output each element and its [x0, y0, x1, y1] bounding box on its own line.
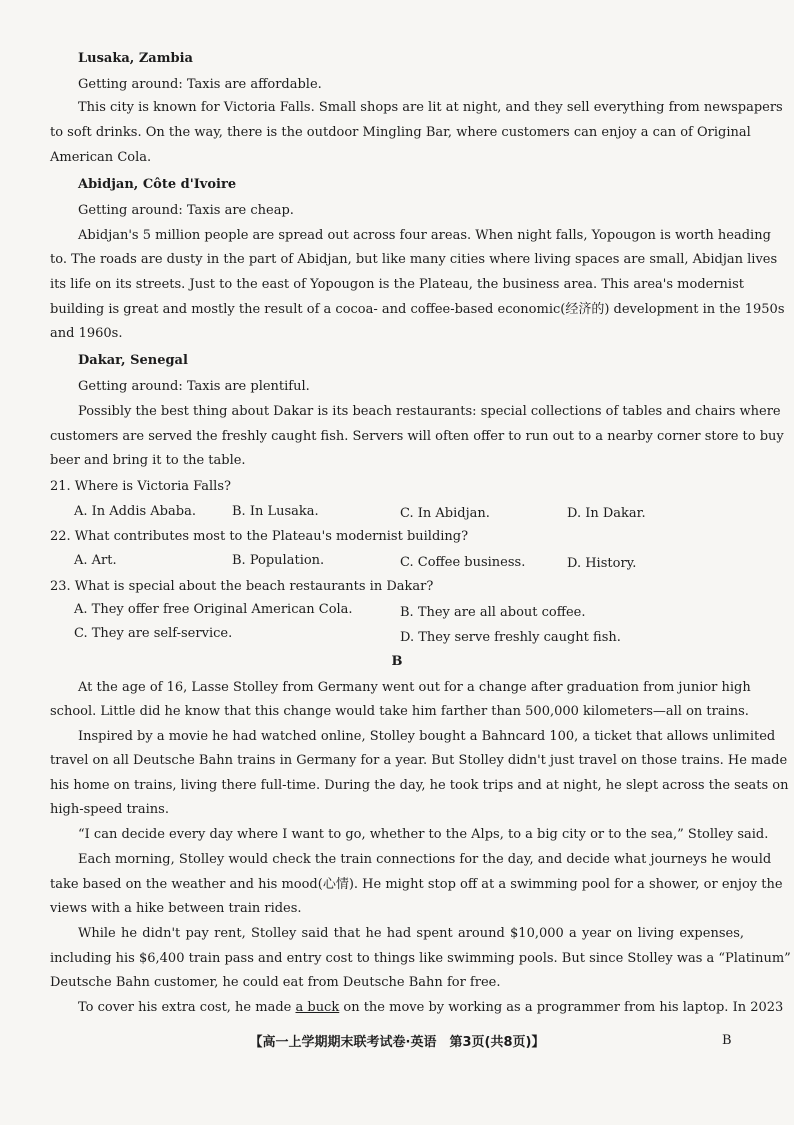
option-23-b: B. They are all about coffee.	[400, 605, 586, 620]
paragraph-line: At the age of 16, Lasse Stolley from Germany went out for a change after graduation from junior high	[78, 680, 751, 695]
paragraph-line: views with a hike between train rides.	[50, 901, 302, 916]
getting-around-abidjan: Getting around: Taxis are cheap.	[78, 203, 294, 218]
paragraph-line: to soft drinks. On the way, there is the outdoor Mingling Bar, where customers can enjoy a can of Original	[50, 125, 751, 140]
option-23-d: D. They serve freshly caught fish.	[400, 630, 621, 645]
paragraph-line: building is great and mostly the result of a cocoa- and coffee-based economic(经济的) development in the 1950s	[50, 302, 785, 317]
section-heading-abidjan: Abidjan, Côte d'Ivoire	[78, 177, 237, 192]
paragraph-line: “I can decide every day where I want to go, whether to the Alps, to a big city or to the sea,” Stolley said.	[78, 827, 769, 842]
option-21-c: C. In Abidjan.	[400, 506, 490, 521]
paragraph-line: customers are served the freshly caught fish. Servers will often offer to run out to a nearby corner store to buy	[50, 429, 784, 444]
paragraph-line: his home on trains, living there full-time. During the day, he took trips and at night, he slept across the seats on	[50, 778, 789, 793]
option-21-a: A. In Addis Ababa.	[74, 504, 196, 519]
version-mark: B	[722, 1033, 732, 1048]
question-stem-23: 23. What is special about the beach restaurants in Dakar?	[50, 579, 434, 594]
option-21-d: D. In Dakar.	[567, 506, 646, 521]
option-23-a: A. They offer free Original American Cola.	[74, 602, 353, 617]
paragraph-line: American Cola.	[50, 150, 152, 165]
paragraph-line: and 1960s.	[50, 326, 123, 341]
getting-around-dakar: Getting around: Taxis are plentiful.	[78, 379, 310, 394]
paragraph-line: Abidjan's 5 million people are spread out across four areas. When night falls, Yopougon is worth heading	[78, 228, 771, 243]
getting-around-lusaka: Getting around: Taxis are affordable.	[78, 77, 322, 92]
paragraph-line: to. The roads are dusty in the part of Abidjan, but like many cities where living spaces are small, Abidjan lives	[50, 252, 778, 267]
section-heading-dakar: Dakar, Senegal	[78, 353, 188, 368]
option-22-c: C. Coffee business.	[400, 555, 526, 570]
passage-label-b: B	[391, 654, 403, 669]
paragraph-line: high-speed trains.	[50, 802, 169, 817]
text-segment: on the move by working as a programmer from his laptop. In 2023	[339, 1000, 784, 1015]
option-22-b: B. Population.	[232, 553, 325, 568]
paragraph-line: Possibly the best thing about Dakar is its beach restaurants: special collections of tables and chairs where	[78, 404, 781, 419]
text-segment: To cover his extra cost, he made	[78, 1000, 296, 1015]
paragraph-line: Each morning, Stolley would check the train connections for the day, and decide what journeys he would	[78, 852, 772, 867]
option-23-c: C. They are self-service.	[74, 626, 233, 641]
paragraph-line: travel on all Deutsche Bahn trains in Germany for a year. But Stolley didn't just travel on those trains. He made	[50, 753, 788, 768]
section-heading-lusaka: Lusaka, Zambia	[78, 51, 193, 66]
option-22-a: A. Art.	[74, 553, 117, 568]
paragraph-line: While he didn't pay rent, Stolley said that he had spent around $10,000 a year on living expenses,	[78, 926, 744, 941]
paragraph-line: This city is known for Victoria Falls. Small shops are lit at night, and they sell everything from newspapers	[78, 100, 783, 115]
paragraph-line: including his $6,400 train pass and entry cost to things like swimming pools. But since Stolley was a “Platinum”	[50, 951, 791, 966]
paragraph-line: beer and bring it to the table.	[50, 453, 246, 468]
paragraph-line: take based on the weather and his mood(心情). He might stop off at a swimming pool for a shower, or enjoy the	[50, 877, 783, 892]
underlined-phrase: a buck	[295, 1000, 340, 1015]
page-footer: 【高一上学期期末联考试卷·英语 第3页(共8页)】	[249, 1035, 545, 1050]
option-22-d: D. History.	[567, 556, 637, 571]
question-stem-21: 21. Where is Victoria Falls?	[50, 479, 231, 494]
paragraph-line: Deutsche Bahn customer, he could eat from Deutsche Bahn for free.	[50, 975, 501, 990]
paragraph-line: its life on its streets. Just to the east of Yopougon is the Plateau, the business area. This area's modernist	[50, 277, 744, 292]
paragraph-line: school. Little did he know that this change would take him farther than 500,000 kilometers—all on trains.	[50, 704, 749, 719]
option-21-b: B. In Lusaka.	[232, 504, 319, 519]
question-stem-22: 22. What contributes most to the Plateau's modernist building?	[50, 529, 469, 544]
paragraph-line: Inspired by a movie he had watched online, Stolley bought a Bahncard 100, a ticket that allows unlimited	[78, 729, 776, 744]
paragraph-line-last	[78, 999, 784, 1017]
